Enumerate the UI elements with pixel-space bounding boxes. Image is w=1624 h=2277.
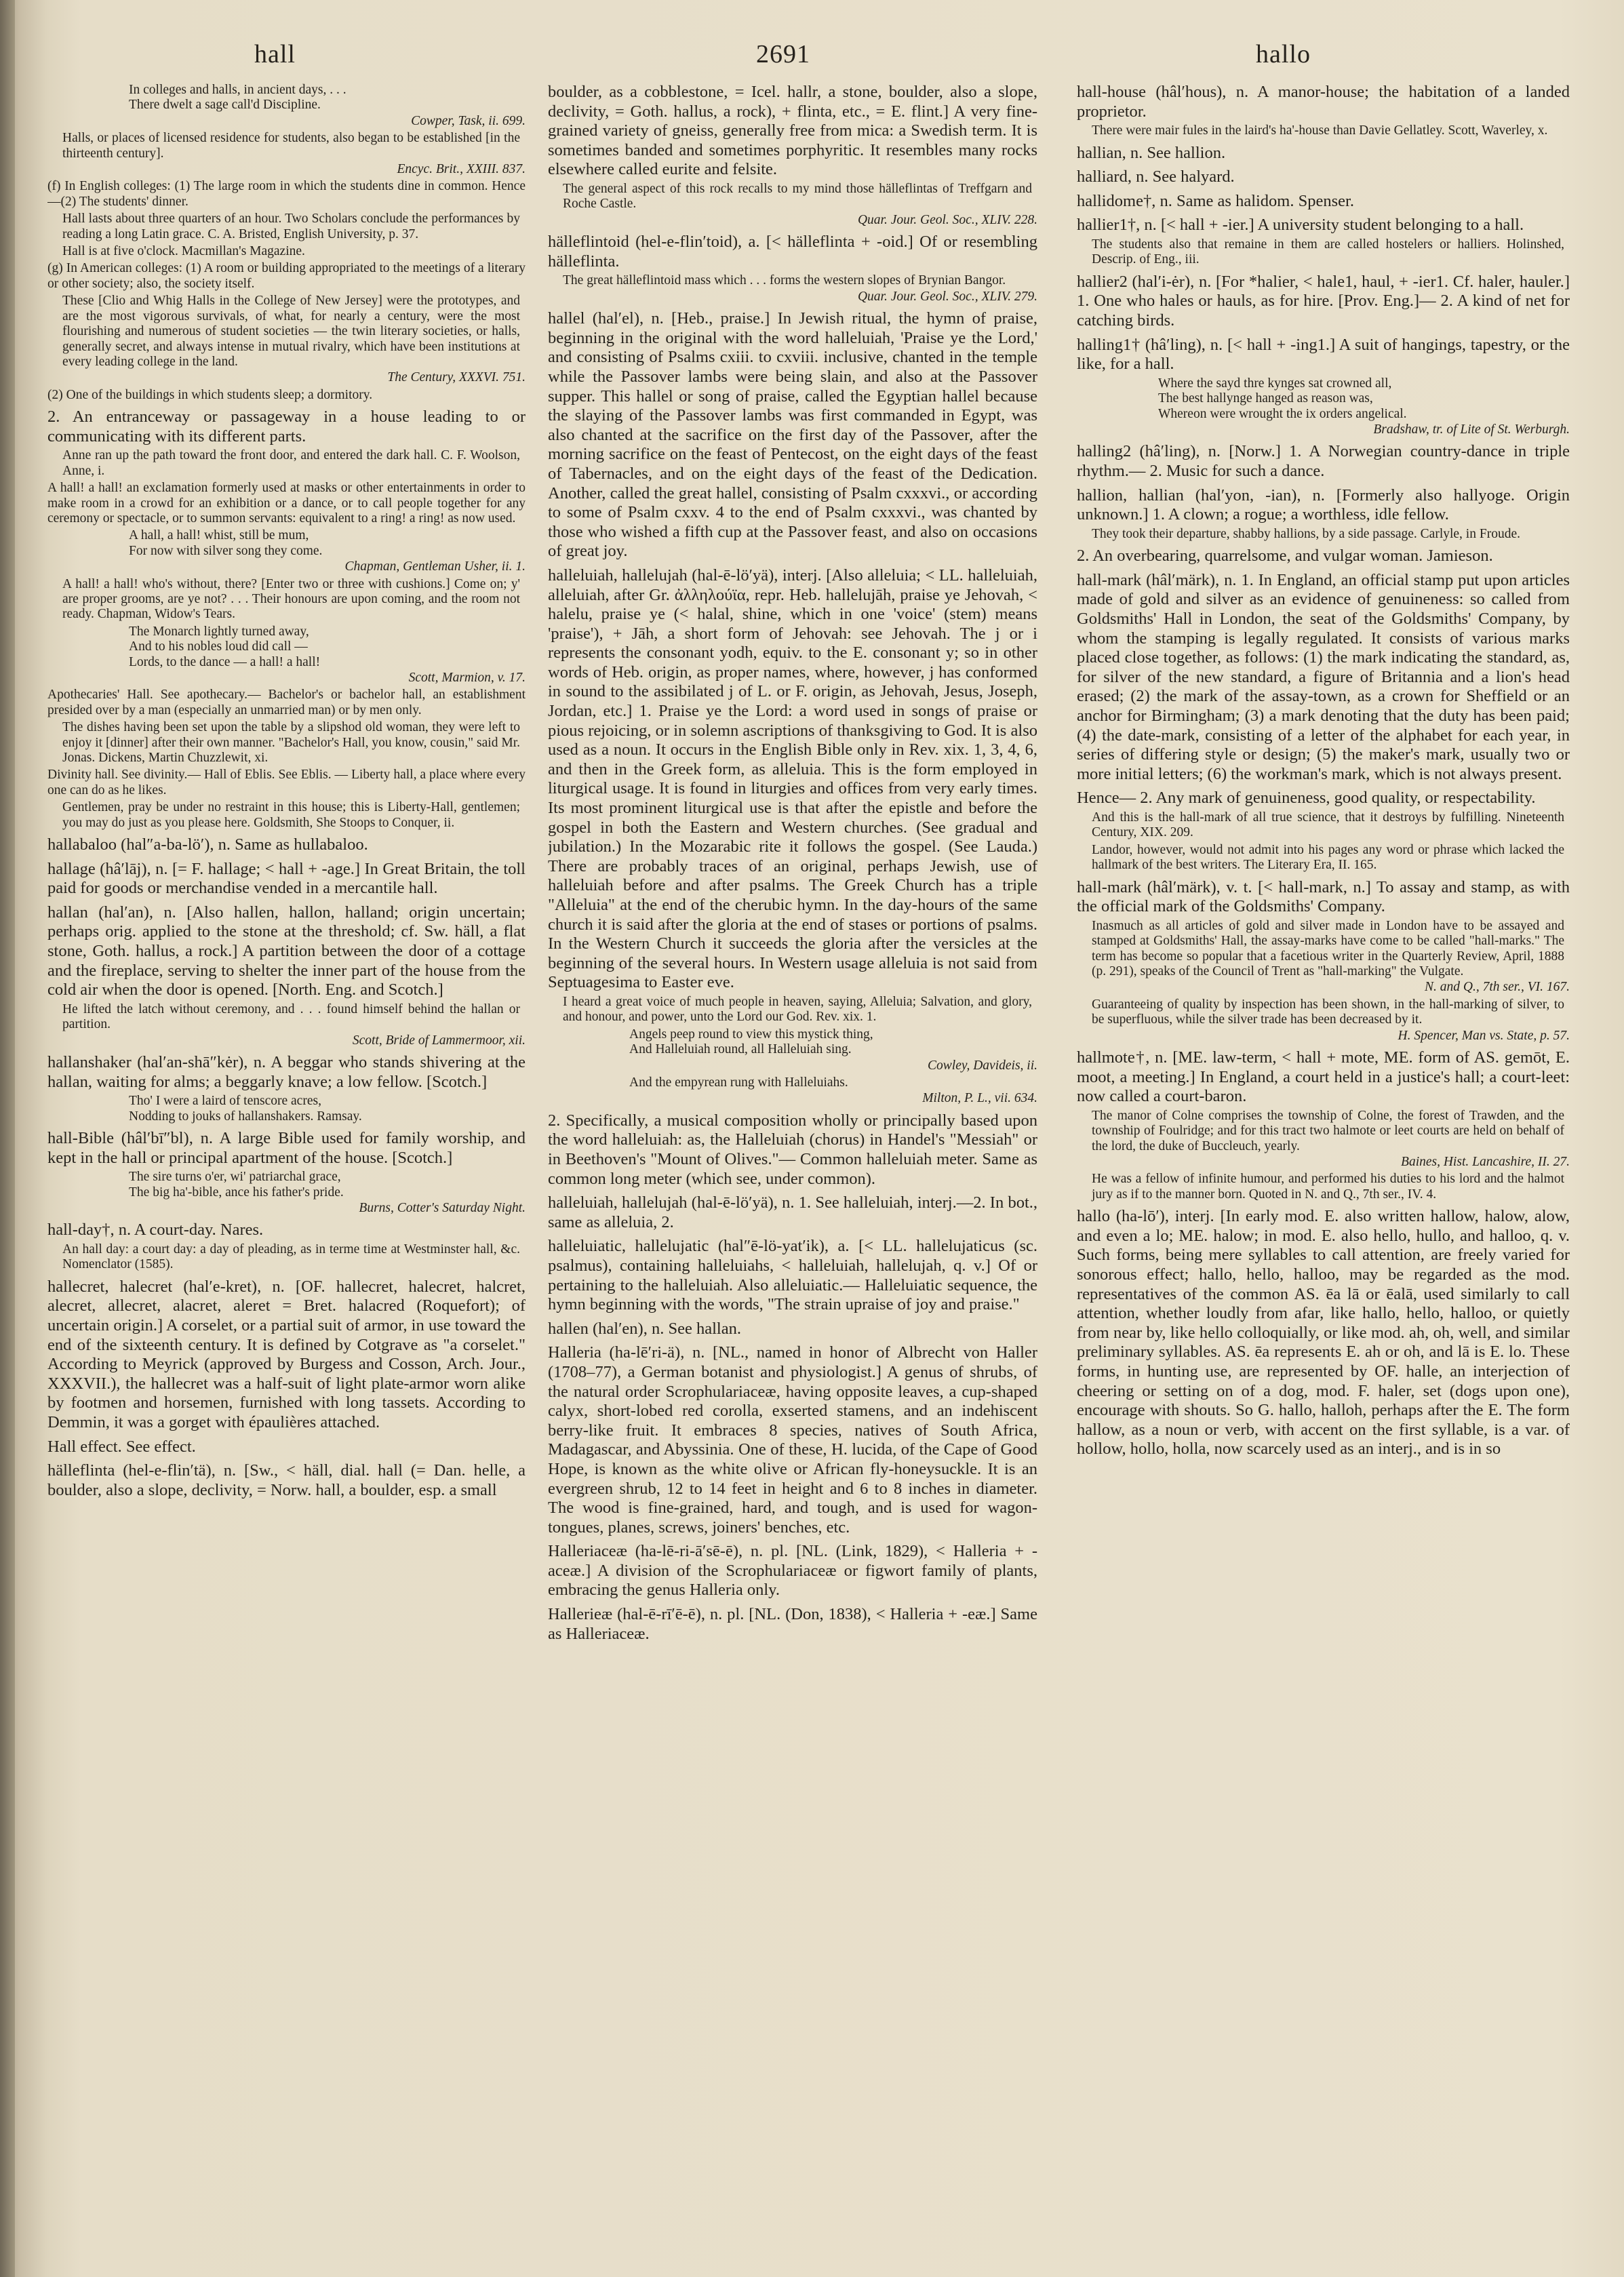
citation-quote: Hall is at five o'clock. Macmillan's Magazine. — [62, 244, 305, 259]
entry-paragraph: Hence— 2. Any mark of genuineness, good quality, or respectability. — [1077, 789, 1536, 808]
citation-quote: I heard a great voice of much people in heaven, saying, Alleluia; Salvation, and glory, and honour, and power, unto the Lord our God. Rev. xix. 1. — [563, 994, 1032, 1025]
entry-paragraph: hallecret, halecret (hal′e-kret), n. [OF. hallecret, halecret, halcret, alecret, allecret, alacret, aleret = Bret. halacred (Roquefort); of uncertain origin.] A corselet, or a partial suit of armor, in use toward the end of the sixteenth century. It is defined by Cotgrave as "a corselet." According to Meyrick (approved by Burgess and Cosson, Arch. Jour., XXXVII.), the hallecret was a half-suit of light plate-armor worn alike by footmen and horsemen, furnished with long tassets. According to Demmin, it was a gorget with épaulières attached. — [47, 1277, 526, 1431]
entry-paragraph: hall-Bible (hâl′bī″bl), n. A large Bible used for family worship, and kept in the hall or principal apartment of the house. [Scotch.] — [47, 1129, 526, 1167]
citation-quote: Landor, however, would not admit into his pages any word or phrase which lacked the hallmark of the best writers. The Literary Era, II. 165. — [1092, 842, 1564, 873]
citation-source: Milton, P. L., vii. 634. — [922, 1091, 1037, 1106]
page-header — [0, 39, 1624, 80]
entry-paragraph: boulder, as a cobblestone, = Icel. hallr, a stone, boulder, also a slope, declivity, = Goth. hallus, a rock), + flinta, etc., = E. flint.] A very fine-grained variety of gneiss, generally free from mica: a Swedish term. It is sometimes banded and sometimes porphyritic. It resembles many rocks elsewhere called eurite and felsite. — [548, 83, 1037, 179]
entry-paragraph: hälleflinta (hel-e-flin′tä), n. [Sw., < häll, dial. hall (= Dan. helle, a boulder, also a slope, declivity, = Norw. hall, a boulder, esp. a small — [47, 1461, 526, 1499]
note-paragraph: (g) In American colleges: (1) A room or building appropriated to the meetings of a literary or other society; also, the society itself. — [47, 261, 526, 291]
entry-paragraph: hallier1†, n. [< hall + -ier.] A university student belonging to a hall. — [1077, 216, 1524, 235]
entry-paragraph: hall-mark (hâl′märk), v. t. [< hall-mark, n.] To assay and stamp, as with the official mark of the Goldsmiths' Company. — [1077, 877, 1570, 916]
citation-quote: Anne ran up the path toward the front door, and entered the dark hall. C. F. Woolson, Anne, i. — [62, 448, 520, 478]
book-spine-shadow — [0, 0, 15, 2277]
entry-paragraph: hallan (hal′an), n. [Also hallen, hallon, halland; origin uncertain; perhaps orig. applied to the stone at the threshold; cf. Sw. häll, a flat stone, Goth. hallus, a rock.] A partition between the door of a cottage and the fireplace, serving to shelter the inner part of the house from the cold air when the door is opened. [North. Eng. and Scotch.] — [47, 903, 526, 999]
entry-paragraph: hallidome†, n. Same as halidom. Spenser. — [1077, 191, 1354, 210]
note-paragraph: (f) In English colleges: (1) The large room in which the students dine in common. Hence—(2) The students' dinner. — [47, 179, 526, 209]
citation-quote: And this is the hall-mark of all true science, that it destroys by fulfilling. Nineteenth Century, XIX. 209. — [1092, 810, 1564, 840]
note-paragraph: Divinity hall. See divinity.— Hall of Eblis. See Eblis. — Liberty hall, a place where every one can do as he likes. — [47, 768, 526, 797]
citation-source: Quar. Jour. Geol. Soc., XLIV. 228. — [857, 212, 1037, 227]
left-guide-word: hall — [254, 40, 296, 68]
citation-source: Baines, Hist. Lancashire, II. 27. — [1401, 1154, 1570, 1169]
citation-source: H. Spencer, Man vs. State, p. 57. — [1398, 1028, 1570, 1043]
citation-quote: Halls, or places of licensed residence for students, also began to be established [in the thirteenth century]. — [62, 131, 520, 161]
verse-quote: In colleges and halls, in ancient days, . . . There dwelt a sage call'd Discipline. — [129, 83, 346, 113]
entry-paragraph: hallanshaker (hal′an-shā″kėr), n. A beggar who stands shivering at the hallan, waiting for alms; a beggarly knave; a low fellow. [Scotch.] — [47, 1053, 526, 1091]
verse-quote: Angels peep round to view this mystick thing, And Halleluiah round, all Halleluiah sing. — [629, 1027, 873, 1057]
entry-paragraph: hälleflintoid (hel-e-flin′toid), a. [< hälleflinta + -oid.] Of or resembling hälleflinta. — [548, 233, 1037, 271]
entry-paragraph: 2. An entranceway or passageway in a house leading to or communicating with its different parts. — [47, 408, 526, 446]
note-paragraph: Apothecaries' Hall. See apothecary.— Bachelor's or bachelor hall, an establishment presided over by a man (especially an unmarried man) or by men only. — [47, 688, 526, 717]
entry-paragraph: hall-mark (hâl′märk), n. 1. In England, an official stamp put upon articles made of gold and silver as an evidence of genuineness: so called from Goldsmiths' Hall in London, the seat of the Goldsmiths' Company, by whom the stamping is legally regulated. It consists of various marks placed close together, as follows: (1) the mark indicating the standard, as, for silver of the new standard, a figure of Britannia and a lion's head erased; (2) the mark of the assay-town, as a crown for Sheffield or an anchor for Birmingham; (3) a mark denoting that the duty has been paid; (4) the date-mark, consisting of a letter of the alphabet for each year, in series of differing style or design; (5) the maker's mark, usually two or more initial letters; (6) the workman's mark, which is not always present. — [1077, 570, 1570, 783]
citation-quote: These [Clio and Whig Halls in the College of New Jersey] were the prototypes, and are the most vigorous survivals, of what, for nearly a century, were the most flourishing and numerous of student societies — the twin literary societies, or halls, generally secret, and always intense in mutual rivalry, which have been institutions at every leading college in the land. — [62, 294, 520, 369]
citation-quote: Inasmuch as all articles of gold and silver made in London have to be assayed and stamped at Goldsmiths' Hall, the assay-marks have come to be called "hall-marks." The term has become so popular that a facetious writer in the Quarterly Review, April, 1888 (p. 291), speaks of the Council of Trent as "hall-marking" the Vulgate. — [1092, 918, 1564, 978]
page-number: 2691 — [756, 40, 810, 68]
entry-paragraph: 2. An overbearing, quarrelsome, and vulgar woman. Jamieson. — [1077, 547, 1493, 566]
entry-paragraph: hallabaloo (hal″a-ba-lö′), n. Same as hullabaloo. — [47, 835, 368, 854]
verse-quote: A hall, a hall! whist, still be mum, For now with silver song they come. — [129, 528, 323, 558]
entry-paragraph: hallmote†, n. [ME. law-term, < hall + mote, ME. form of AS. gemōt, E. moot, a meeting.] In England, a court held in a justice's hall; a court-leet: now called a court-baron. — [1077, 1048, 1570, 1106]
citation-source: Quar. Jour. Geol. Soc., XLIV. 279. — [857, 289, 1037, 304]
column-right — [1077, 83, 1570, 2259]
column-left — [47, 83, 526, 2259]
verse-quote: The sire turns o'er, wi' patriarchal grace, The big ha'-bible, ance his father's pride. — [129, 1170, 344, 1200]
entry-paragraph: halliard, n. See halyard. — [1077, 167, 1235, 186]
verse-quote: Tho' I were a laird of tenscore acres, Nodding to jouks of hallanshakers. Ramsay. — [129, 1094, 362, 1124]
citation-source: Burns, Cotter's Saturday Night. — [359, 1201, 526, 1216]
citation-quote: Hall lasts about three quarters of an hour. Two Scholars conclude the performances by reading a long Latin grace. C. A. Bristed, English University, p. 37. — [62, 212, 520, 241]
entry-paragraph: Hallerieæ (hal-ē-rī′ē-ē), n. pl. [NL. (Don, 1838), < Halleria + -eæ.] Same as Halleriaceæ. — [548, 1605, 1037, 1643]
verse-quote: Where the sayd thre kynges sat crowned all, The best hallynge hanged as reason was, Whereon were wrought the ix orders angelical. — [1158, 376, 1407, 421]
citation-quote: An hall day: a court day: a day of pleading, as in terme time at Westminster hall, &c. Nomenclator (1585). — [62, 1242, 520, 1272]
citation-quote: The great hälleflintoid mass which . . . forms the western slopes of Brynian Bangor. — [563, 273, 1006, 288]
entry-paragraph: hallier2 (hal′i-ėr), n. [For *halier, < hale1, haul, + -ier1. Cf. haler, hauler.] 1. One who hales or hauls, as for hire. [Prov. Eng.]— 2. A kind of net for catching birds. — [1077, 272, 1570, 330]
entry-paragraph: hallen (hal′en), n. See hallan. — [548, 1319, 741, 1338]
citation-quote: The dishes having been set upon the table by a slipshod old woman, they were left to enjoy it [dinner] after their own manner. "Bachelor's Hall, you know, cousin," said Mr. Jonas. Dickens, Martin Chuzzlewit, xi. — [62, 720, 520, 766]
citation-source: Bradshaw, tr. of Lite of St. Werburgh. — [1373, 422, 1570, 437]
note-paragraph: (2) One of the buildings in which students sleep; a dormitory. — [47, 387, 373, 402]
entry-paragraph: hall-day†, n. A court-day. Nares. — [47, 1221, 264, 1240]
citation-source: Scott, Marmion, v. 17. — [408, 671, 526, 685]
entry-paragraph: hallo (ha-lō′), interj. [In early mod. E. also written hallow, halow, alow, and even a lo; ME. halow; in mod. E. also hello, hullo, and halloo, q. v. Such forms, being mere syllables to call attention, are freely varied for sonorous effect; hallo, hello, halloo, may be regarded as the mod. representatives of the common AS. ēa lā or ēalā, used similarly to call attention, whether loudly from afar, like hallo, hello, halloo, or quietly from near by, like hello colloquially, or like mod. ah, oh, well, and similar preliminary syllables. AS. ēa represents E. ah or oh, and lā is E. lo. These forms, in hunting use, are represented by OF. halle, an interjection of cheering or setting on of a dog, mod. F. haler, set (dogs upon one), encourage with shouts. So G. hallo, halloh, perhaps after the E. The form hallow, as a noun or verb, with accent on the first syllable, is a var. of hollow, hollo, holla, now scarcely used as an interj., and is in so — [1077, 1207, 1570, 1459]
entry-paragraph: halleluiah, hallelujah (hal-ē-lö′yä), interj. [Also alleluia; < LL. halleluiah, alleluiah, after Gr. ἀλληλούϊα, repr. Heb. hallelujāh, praise ye Jehovah, < halelu, praise ye (< halal, shine, which in one 'voice' (stem) means 'praise'), + Jāh, a short form of Jehovah: see Jehovah. The j or i represents the consonant yodh, equiv. to the E. consonant y; so in other words of Heb. origin, as proper names, where, however, j has conformed in sound to the assibilated j of L. or F. origin, as Jehovah, Jesus, Joseph, Jordan, etc.] 1. Praise ye the Lord: a word used in songs of praise or pious rejoicing, or in solemn ascriptions of thanksgiving to God. It is also used as a noun. It occurs in the English Bible only in Rev. xix. 1, 3, 4, 6, and then in the Greek form, as alleluia. This is the form employed in liturgical usage. It is found in liturgies and offices from very early times. Its most prominent liturgical use is that after the epistle and before the gospel in both the Eastern and Western churches. (See gradual and jubilation.) In the Mozarabic rite it follows the gospel. (See Lauda.) There are probably traces of an original, perhaps Jewish, use of halleluiah before and after psalms. The Greek Church has a triple "Alleluia" at the end of the cherubic hymn. In the day-hours of the same church it is said after the gloria at the end of stases or portions of psalms. In the Western Church it succeeds the gloria after the versicles at the beginning of the several hours. In Western usage alleluia is not said from Septuagesima to Easter eve. — [548, 566, 1037, 992]
verse-quote: And the empyrean rung with Halleluiahs. — [629, 1075, 848, 1090]
entry-paragraph: halling1† (hâ′ling), n. [< hall + -ing1.] A suit of hangings, tapestry, or the like, for a hall. — [1077, 335, 1570, 374]
citation-quote: The general aspect of this rock recalls to my mind those hälleflintas of Treffgarn and Roche Castle. — [563, 181, 1032, 212]
citation-quote: He was a fellow of infinite humour, and performed his duties to his lord and the halmot jury as if to the manner born. Quoted in N. and Q., 7th ser., IV. 4. — [1092, 1172, 1564, 1202]
verse-quote: The Monarch lightly turned away, And to his nobles loud did call — Lords, to the dance — a hall! a hall! — [129, 624, 321, 669]
citation-quote: The students also that remaine in them are called hostelers or halliers. Holinshed, Descrip. of Eng., iii. — [1092, 237, 1564, 267]
entry-paragraph: Halleriaceæ (ha-lē-ri-ā′sē-ē), n. pl. [NL. (Link, 1829), < Halleria + -aceæ.] A division of the Scrophulariaceæ or figwort family of plants, embracing the genus Halleria only. — [548, 1542, 1037, 1600]
citation-source: N. and Q., 7th ser., VI. 167. — [1425, 980, 1570, 995]
citation-source: Scott, Bride of Lammermoor, xii. — [352, 1033, 526, 1048]
entry-paragraph: halleluiatic, hallelujatic (hal″ē-lö-yat′ik), a. [< LL. hallelujaticus (sc. psalmus), containing halleluiahs, < halleluiah, hallelujah, q. v.] Of or pertaining to the halleluiah. Also alleluiatic.— Halleluiatic sequence, the hymn beginning with the words, "The strain upraise of joy and praise." — [548, 1237, 1037, 1314]
citation-quote: He lifted the latch without ceremony, and . . . found himself behind the hallan or partition. — [62, 1002, 520, 1032]
citation-source: Cowper, Task, ii. 699. — [411, 113, 526, 128]
entry-paragraph: hall-house (hâl′hous), n. A manor-house; the habitation of a landed proprietor. — [1077, 83, 1570, 121]
citation-quote: A hall! a hall! who's without, there? [Enter two or three with cushions.] Come on; y' are proper grooms, are ye not? . . . Their honours are upon coming, and the room not ready. Chapman, Widow's Tears. — [62, 576, 520, 622]
citation-quote: The manor of Colne comprises the township of Colne, the forest of Trawden, and the township of Foulridge; and for this tract two halmote or leet courts are held on behalf of the lord, the duke of Buccleuch, yearly. — [1092, 1108, 1564, 1153]
citation-source: Encyc. Brit., XXIII. 837. — [397, 162, 526, 177]
entry-paragraph: halleluiah, hallelujah (hal-ē-lö′yä), n. 1. See halleluiah, interj.—2. In bot., same as alleluia, 2. — [548, 1193, 1037, 1231]
citation-quote: Guaranteeing of quality by inspection has been shown, in the hall-marking of silver, to be superfluous, while the silver trade has been decreased by it. — [1092, 997, 1564, 1027]
citation-source: Chapman, Gentleman Usher, ii. 1. — [344, 559, 526, 574]
right-guide-word: hallo — [1256, 40, 1311, 68]
citation-quote: They took their departure, shabby hallions, by a side passage. Carlyle, in Froude. — [1092, 526, 1520, 541]
note-paragraph: A hall! a hall! an exclamation formerly used at masks or other entertainments in order to make room in a crowd for an exhibition or a dance, or to call people together for any ceremony or spectacle, or to summon servants: equivalent to a ring! a ring! as now used. — [47, 481, 526, 526]
entry-paragraph: Hall effect. See effect. — [47, 1437, 196, 1456]
entry-paragraph: hallion, hallian (hal′yon, -ian), n. [Formerly also hallyoge. Origin unknown.] 1. A clown; a rogue; a worthless, idle fellow. — [1077, 486, 1570, 524]
citation-quote: There were mair fules in the laird's ha'-house than Davie Gellatley. Scott, Waverley, x. — [1092, 123, 1548, 138]
entry-paragraph: Halleria (ha-lē′ri-ä), n. [NL., named in honor of Albrecht von Haller (1708–77), a German botanist and physiologist.] A genus of shrubs, of the natural order Scrophulariaceæ, having opposite leaves, a cup-shaped calyx, short-lobed red corolla, exserted stamens, and an indehiscent berry-like fruit. It embraces 8 species, natives of South Africa, Madagascar, and Abyssinia. One of these, H. lucida, of the Cape of Good Hope, is known as the white olive or African fly-honeysuckle. It is an evergreen shrub, 12 to 14 feet in height and 6 to 8 inches in diameter. The wood is fine-grained, hard, and tough, and is used for wagon-tongues, planes, screws, joiners' benches, etc. — [548, 1343, 1037, 1537]
column-middle — [548, 83, 1037, 2259]
entry-paragraph: hallian, n. See hallion. — [1077, 143, 1226, 162]
citation-quote: Gentlemen, pray be under no restraint in this house; this is Liberty-Hall, gentlemen; you may do just as you please here. Goldsmith, She Stoops to Conquer, ii. — [62, 800, 520, 830]
entry-paragraph: hallage (hâ′lāj), n. [= F. hallage; < hall + -age.] In Great Britain, the toll paid for goods or merchandise vended in a mercantile hall. — [47, 859, 526, 898]
entry-paragraph: 2. Specifically, a musical composition wholly or principally based upon the word halleluiah: as, the Halleluiah (chorus) in Handel's "Messiah" or in Beethoven's "Mount of Olives."— Common halleluiah meter. Same as common long meter (which see, under common). — [548, 1111, 1037, 1188]
citation-source: The Century, XXXVI. 751. — [387, 370, 526, 385]
entry-paragraph: hallel (hal′el), n. [Heb., praise.] In Jewish ritual, the hymn of praise, beginning in the original with the word halleluiah, 'Praise ye the Lord,' and consisting of Psalms cxiii. to cxviii. inclusive, chanted in the temple while the Passover lambs were being slain, and also at the Passover supper. This hallel or song of praise, called the Egyptian hallel because the slaying of the Passover lambs was first commanded in Egypt, was also chanted at the sacrifice on the first day of the Passover, after the morning sacrifice on the feast of Pentecost, on the eight days of the feast of Tabernacles, and on the eight days of the feast of the Dedication. Another, called the great hallel, consisting of Psalm cxxxvi., or according to some of Psalm cxxv. 4 to the end of Psalm cxxxvi., was chanted by those who wished a fifth cup at the Passover feast, and also on occasions of great joy. — [548, 309, 1037, 561]
citation-source: Cowley, Davideis, ii. — [928, 1058, 1037, 1073]
entry-paragraph: halling2 (hâ′ling), n. [Norw.] 1. A Norwegian country-dance in triple rhythm.— 2. Music for such a dance. — [1077, 442, 1570, 480]
